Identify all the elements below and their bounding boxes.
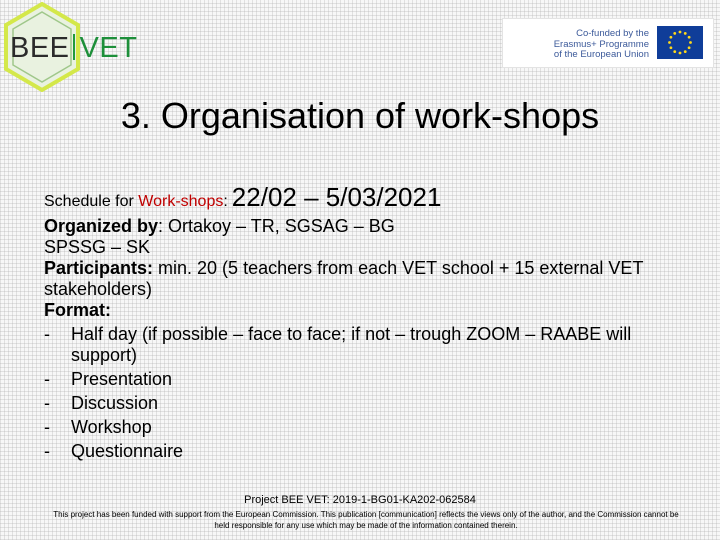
bee-vet-logo <box>2 2 152 90</box>
format-list <box>44 324 694 462</box>
project-footer: Project BEE VET: 2019-1-BG01-KA202-062584 <box>244 494 476 506</box>
eu-badge-line: Erasmus+ Programme <box>553 38 649 50</box>
schedule-line <box>44 182 694 213</box>
participants-line <box>44 258 694 300</box>
schedule-dates: 22/02 – 5/03/2021 <box>231 182 442 212</box>
organized-continuation: SPSSG – SK <box>44 237 151 257</box>
format-label: Format: <box>44 300 111 320</box>
participants-value: min. 20 (5 teachers from each VET school + 15 external VET stakeholders) <box>44 258 644 299</box>
organized-value: : Ortakoy – TR, SGSAG – BG <box>158 216 395 236</box>
schedule-prefix: Schedule for <box>44 193 139 210</box>
slide-title: 3. Organisation of work-shops <box>120 95 600 136</box>
format-item: Discussion <box>71 393 159 413</box>
organized-line <box>44 216 694 237</box>
list-item: - Presentation <box>44 369 173 389</box>
organized-label: Organized by <box>44 216 159 236</box>
format-item: Workshop <box>71 417 152 437</box>
list-item: - Discussion <box>44 393 159 413</box>
slide-content <box>44 182 694 462</box>
eu-badge-line: of the European Union <box>553 49 649 60</box>
logo-vet-text: VET <box>79 32 138 64</box>
list-item: - Workshop <box>44 417 152 437</box>
disclaimer-footer: This project has been funded with support from the European Commission. This publication [communication] reflects the views only of the author, and the Commission cannot be held responsible for any use which may be made of the information contained therein. <box>53 510 679 530</box>
eu-cofunding-badge <box>502 18 714 68</box>
participants-label: Participants: <box>44 258 154 278</box>
list-item: - Questionnaire <box>44 441 184 461</box>
logo-separator <box>73 34 75 60</box>
format-item: Half day (if possible – face to face; if not – trough ZOOM – RAABE will support) <box>71 324 632 365</box>
eu-flag-icon <box>657 26 703 59</box>
format-item: Presentation <box>71 369 173 389</box>
format-item: Questionnaire <box>71 441 184 461</box>
eu-badge-line: Co-funded by the <box>576 28 649 39</box>
schedule-label: Work-shops <box>138 193 224 210</box>
details-block <box>44 216 694 462</box>
eu-badge-text <box>539 29 649 61</box>
logo-bee-text: BEE <box>10 32 70 64</box>
schedule-colon: : <box>223 193 228 210</box>
list-item: - Half day (if possible – face to face; if not – trough ZOOM – RAABE will support) <box>44 324 632 365</box>
logo-wordmark <box>10 32 137 65</box>
